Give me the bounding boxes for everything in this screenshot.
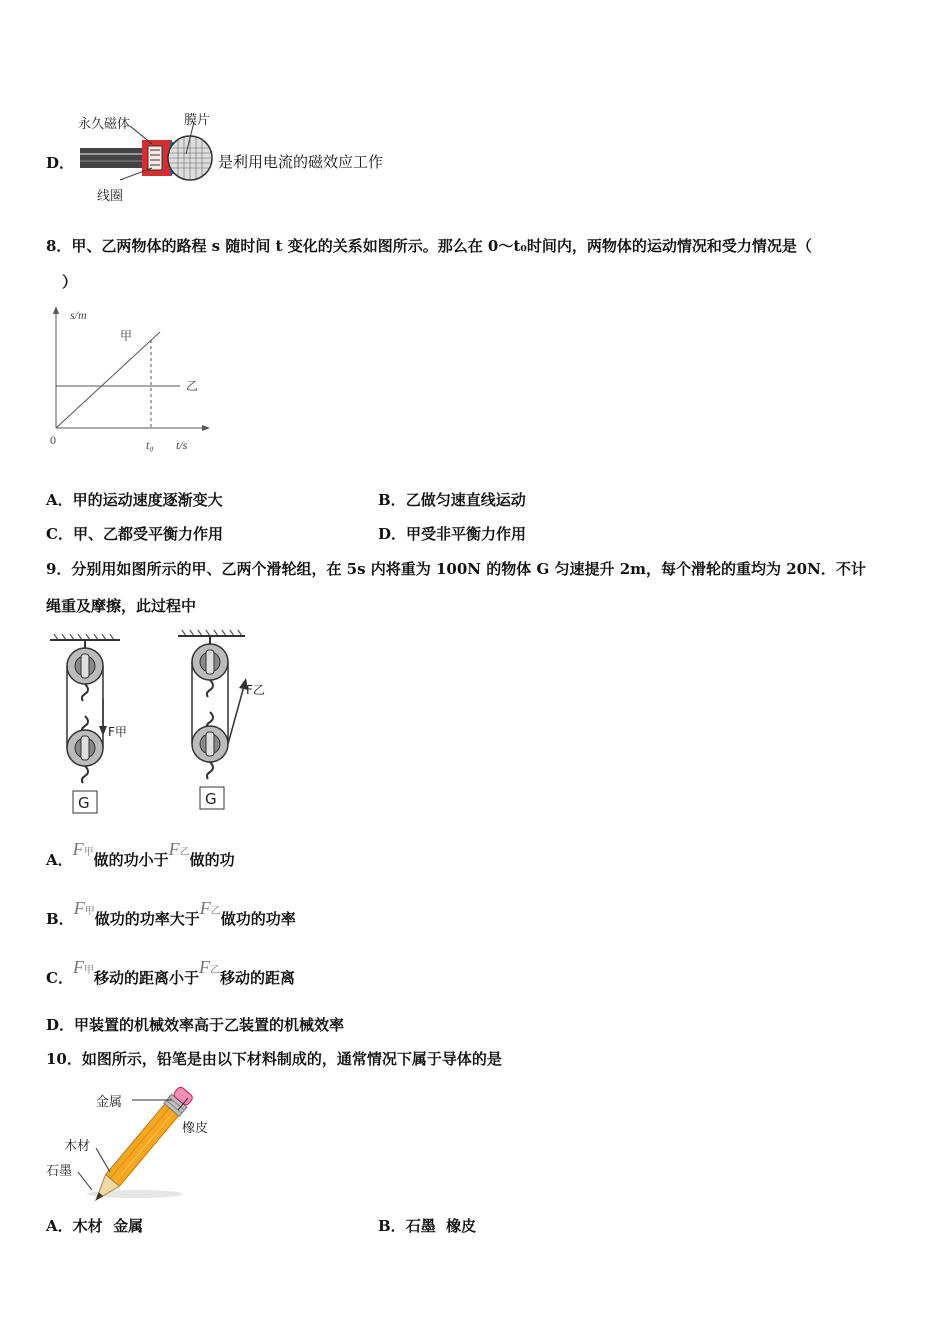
q8-option-b[interactable] [378, 491, 526, 509]
q9-option-b-mid: 做功的功率大于 [94, 910, 200, 928]
q7-option-d-text: 是利用电流的磁效应工作 [218, 153, 384, 171]
q8-graph [40, 300, 220, 465]
mic-label-magnet: 永久磁体 [78, 117, 131, 132]
yi-force-line [228, 686, 244, 744]
q7-option-d-letter: D． [46, 154, 75, 172]
q8-option-a[interactable] [46, 491, 223, 509]
pencil-label-wood: 木材 [64, 1139, 91, 1154]
q8-option-c-letter: C． [46, 525, 73, 543]
q8-option-d-letter: D． [378, 525, 407, 543]
f-jia-symbol: F [73, 898, 85, 918]
graph-x-label: t/s [176, 438, 188, 452]
q8-option-c-text: 甲、乙都受平衡力作用 [72, 525, 223, 543]
q9-option-c-letter: C． [46, 969, 73, 987]
f-jia-subscript: 甲 [83, 965, 94, 976]
q8-option-b-letter: B． [378, 491, 406, 509]
q8-option-a-letter: A． [46, 491, 73, 509]
q9-option-d-letter: D． [46, 1016, 75, 1034]
q8-option-b-text: 乙做匀速直线运动 [405, 491, 526, 509]
q8-option-a-text: 甲的运动速度逐渐变大 [72, 491, 223, 509]
jia-force-label: F甲 [108, 725, 127, 739]
f-yi-subscript: 乙 [210, 906, 221, 917]
f-jia-subscript: 甲 [83, 847, 94, 858]
f-jia-subscript: 甲 [84, 906, 95, 917]
q8-stem-line1: 8．甲、乙两物体的路程 s 随时间 t 变化的关系如图所示。那么在 0～t₀时间内，两物体的运动情况和受力情况是（ [46, 237, 812, 255]
q10-option-a-text: 木材 金属 [72, 1217, 144, 1235]
q10-stem: 10．如图所示，铅笔是由以下材料制成的，通常情况下属于导体的是 [46, 1050, 502, 1068]
f-jia-symbol: F [72, 957, 84, 977]
q9-stem-line1: 9．分别用如图所示的甲、乙两个滑轮组，在 5s 内将重为 100N 的物体 G 匀速提升 2m，每个滑轮的重均为 20N．不计 [46, 560, 866, 578]
q10-option-b-text: 石墨 橡皮 [405, 1217, 477, 1235]
mic-label-diaphragm: 膜片 [184, 113, 211, 128]
q10-option-a[interactable] [46, 1217, 143, 1235]
q9-option-c-mid: 移动的距离小于 [93, 969, 199, 987]
graph-line-jia [56, 332, 160, 428]
q10-option-b-letter: B． [378, 1217, 406, 1235]
graph-y-arrow [53, 306, 59, 314]
q10-option-b[interactable] [378, 1217, 476, 1235]
yi-load-label: G [205, 790, 217, 808]
mic-handle [80, 148, 142, 168]
q9-option-d-text: 甲装置的机械效率高于乙装置的机械效率 [74, 1016, 345, 1034]
pencil-body [106, 1104, 179, 1186]
f-yi-subscript: 乙 [209, 965, 220, 976]
q9-option-a-mid: 做的功小于 [93, 851, 169, 869]
q9-option-b-end: 做功的功率 [220, 910, 296, 928]
f-yi-symbol: F [168, 839, 180, 859]
f-yi-subscript: 乙 [179, 847, 190, 858]
q10-option-a-letter: A． [46, 1217, 73, 1235]
jia-load-label: G [78, 794, 90, 812]
q9-option-a-letter: A． [46, 851, 73, 869]
q9-option-c-end: 移动的距离 [219, 969, 295, 987]
q8-option-d[interactable] [378, 525, 526, 543]
q9-option-b-letter: B． [46, 910, 74, 928]
graph-origin: 0 [50, 433, 56, 447]
pencil-label-eraser: 橡皮 [182, 1121, 209, 1136]
pencil-label-metal: 金属 [96, 1095, 123, 1110]
graph-x-arrow [202, 425, 210, 431]
q8-stem-line2: ） [62, 273, 78, 291]
graph-series-yi: 乙 [186, 379, 199, 393]
q9-option-c[interactable] [46, 958, 295, 992]
mic-label-coil: 线圈 [97, 189, 124, 204]
q9-option-a[interactable] [46, 840, 235, 874]
graph-y-label: s/m [70, 308, 87, 322]
graph-series-jia: 甲 [120, 329, 133, 343]
q9-option-b[interactable] [46, 899, 296, 933]
q9-option-a-end: 做的功 [189, 851, 235, 869]
q8-option-c[interactable] [46, 525, 223, 543]
pencil-label-graphite: 石墨 [46, 1164, 73, 1179]
jia-force-arrow [99, 726, 107, 736]
f-yi-symbol: F [199, 898, 211, 918]
graph-t0-label: t₀ [146, 438, 154, 452]
q9-pulley-figure [40, 628, 280, 818]
q9-option-d[interactable] [46, 1016, 344, 1034]
f-yi-symbol: F [198, 957, 210, 977]
q8-option-d-text: 甲受非平衡力作用 [406, 525, 527, 543]
yi-force-label: F乙 [246, 683, 265, 697]
q9-stem-line2: 绳重及摩擦，此过程中 [46, 597, 197, 615]
f-jia-symbol: F [72, 839, 84, 859]
